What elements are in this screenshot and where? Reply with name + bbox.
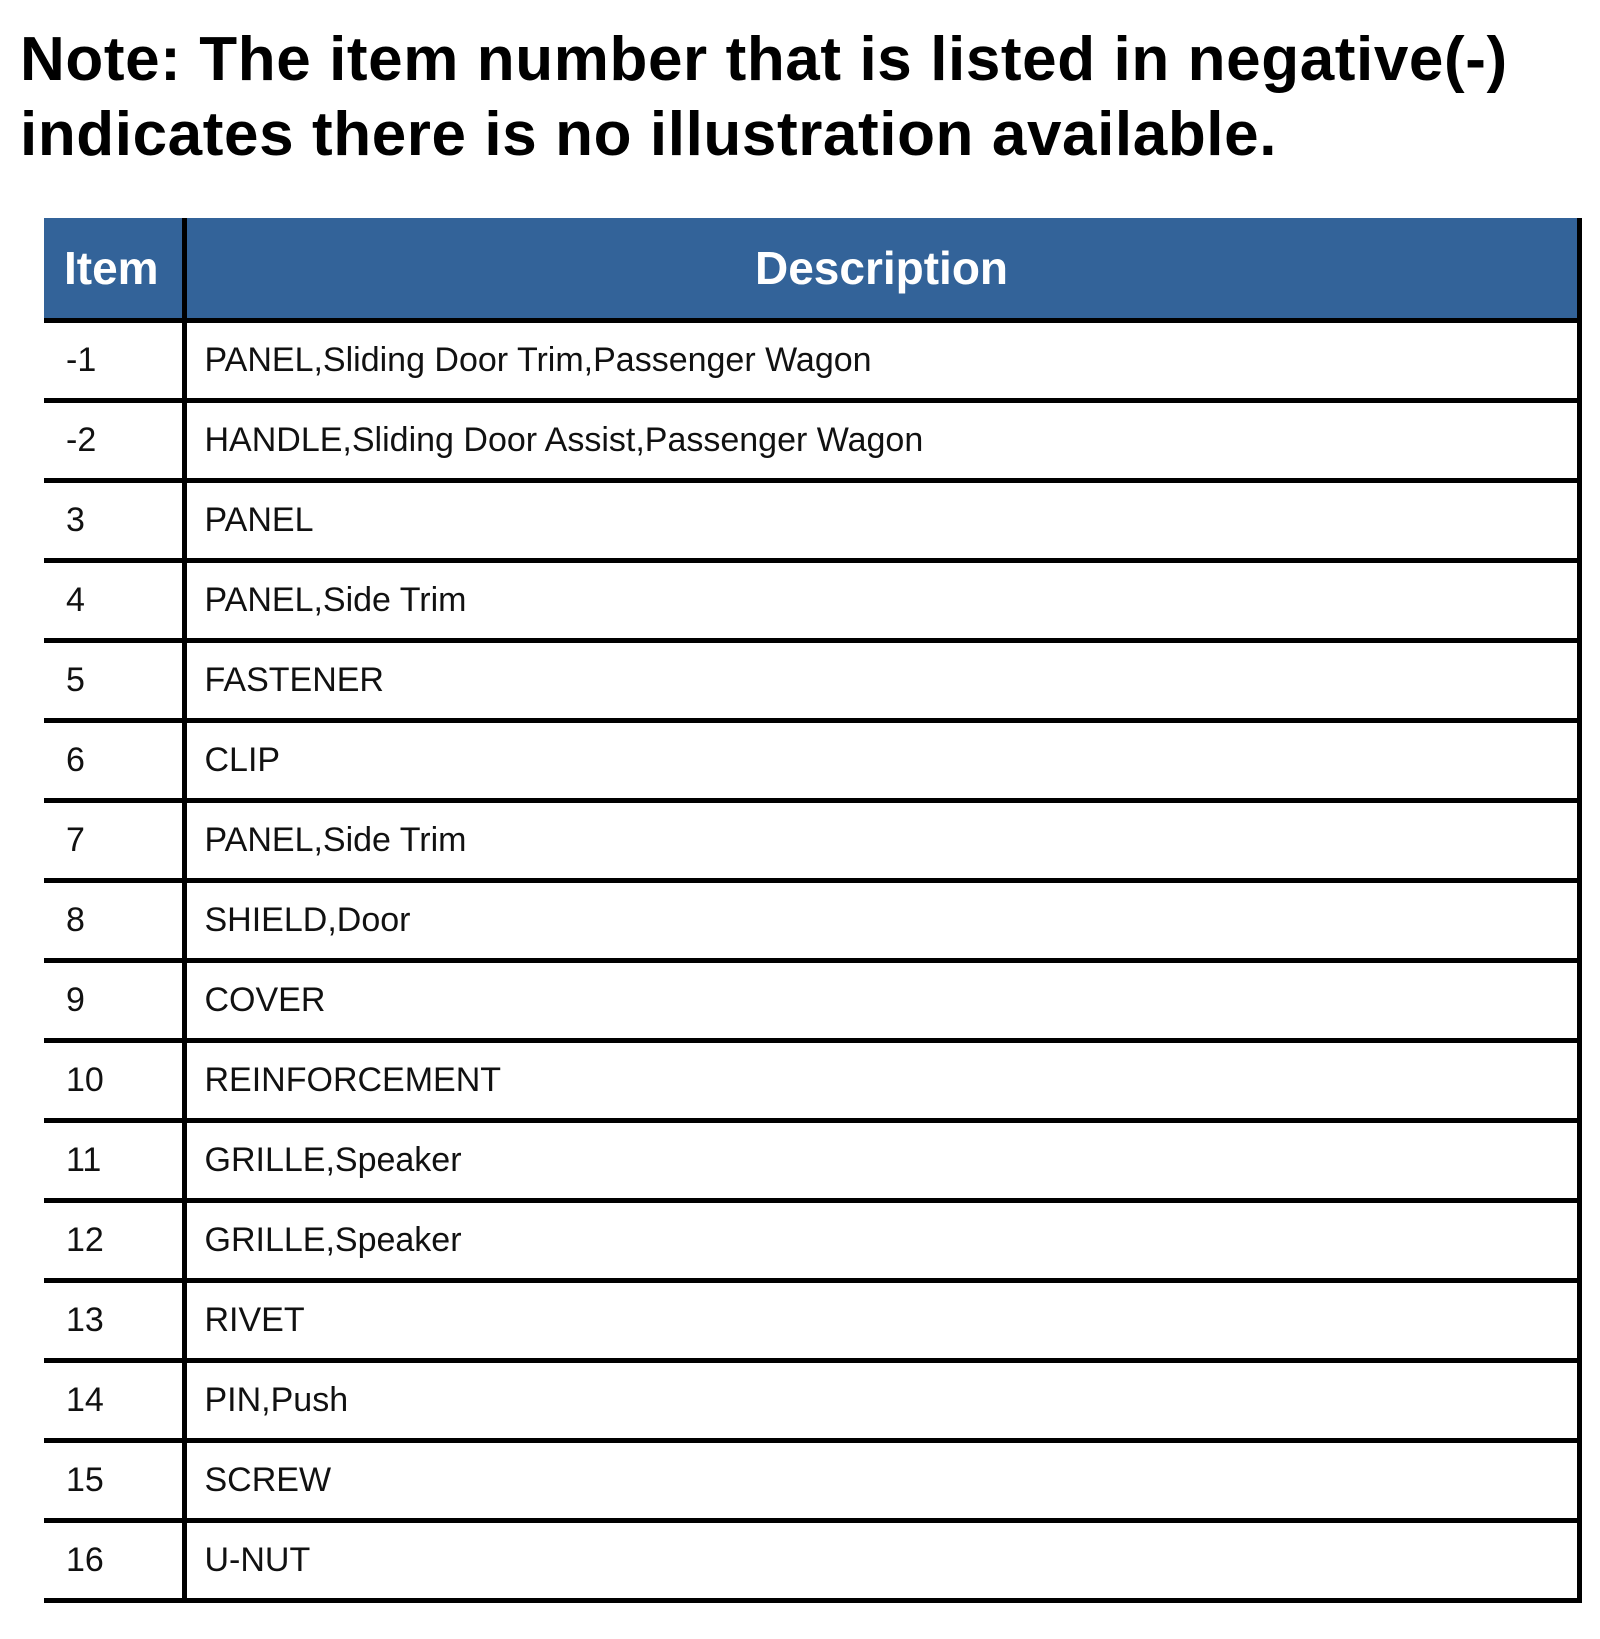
item-number: 10 [44,1041,184,1121]
item-description: U-NUT [184,1521,1579,1601]
table-row [44,961,1579,1041]
item-number: 14 [44,1361,184,1441]
table-row [44,1041,1579,1121]
table-row [44,1201,1579,1281]
item-description: PANEL,Side Trim [184,561,1579,641]
item-number: 15 [44,1441,184,1521]
item-number: 3 [44,481,184,561]
item-description: SCREW [184,1441,1579,1521]
item-description: SHIELD,Door [184,881,1579,961]
item-number: 8 [44,881,184,961]
table-row [44,561,1579,641]
item-description: PANEL,Side Trim [184,801,1579,881]
item-description: PIN,Push [184,1361,1579,1441]
item-number: 9 [44,961,184,1041]
table-row [44,321,1579,401]
table-row [44,801,1579,881]
item-description: GRILLE,Speaker [184,1201,1579,1281]
item-number: -1 [44,321,184,401]
table-row [44,1361,1579,1441]
header-description: Description [184,218,1579,321]
table-row [44,721,1579,801]
item-number: 11 [44,1121,184,1201]
item-number: 6 [44,721,184,801]
table-row [44,1281,1579,1361]
item-number: 16 [44,1521,184,1601]
table-row [44,481,1579,561]
item-description: CLIP [184,721,1579,801]
table-row [44,641,1579,721]
table-row [44,401,1579,481]
header-item: Item [44,218,184,321]
item-description: REINFORCEMENT [184,1041,1579,1121]
note-heading [20,22,1590,172]
item-description: COVER [184,961,1579,1041]
item-number: 4 [44,561,184,641]
item-number: 7 [44,801,184,881]
item-description: FASTENER [184,641,1579,721]
table-row [44,1441,1579,1521]
header-row [44,218,1579,321]
table-row [44,881,1579,961]
parts-table [44,218,1582,1603]
item-description: GRILLE,Speaker [184,1121,1579,1201]
item-number: 13 [44,1281,184,1361]
item-description: HANDLE,Sliding Door Assist,Passenger Wagon [184,401,1579,481]
parts-table-body [44,321,1579,1601]
table-row [44,1521,1579,1601]
item-description: RIVET [184,1281,1579,1361]
item-description: PANEL,Sliding Door Trim,Passenger Wagon [184,321,1579,401]
item-number: -2 [44,401,184,481]
item-description: PANEL [184,481,1579,561]
table-row [44,1121,1579,1201]
item-number: 12 [44,1201,184,1281]
note-line-2: indicates there is no illustration available. [20,100,1278,169]
note-line-1: Note: The item number that is listed in negative(-) [20,25,1508,94]
parts-table-head [44,218,1579,321]
item-number: 5 [44,641,184,721]
